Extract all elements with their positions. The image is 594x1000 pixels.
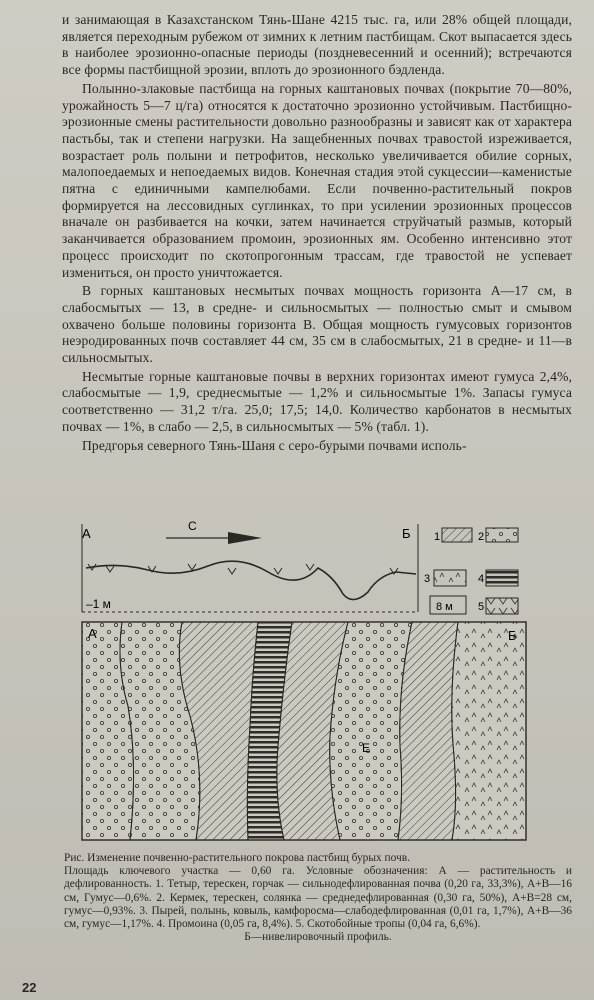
- svg-text:2: 2: [478, 531, 485, 543]
- map-inner-label: Е: [362, 741, 371, 755]
- profile-line: [86, 561, 416, 599]
- paragraph-1: и занимающая в Казахстанском Тянь-Шане 4215 тыс. га, или 28% общей площади, является переходным рубежом от зимних к летним пастбищам. Скот выпасается здесь в наиболее эрозионно-опасные периоды (поздневесенний и осенний); встречаются все формы пастбищной эрозии, вплоть до эрозионного бэдленда.: [62, 12, 572, 78]
- svg-text:1: 1: [434, 531, 441, 543]
- svg-text:3: 3: [424, 573, 431, 585]
- vegetation-map: [82, 622, 526, 840]
- hatch-pattern-icon: [442, 528, 472, 542]
- scale-bar: [430, 596, 466, 614]
- legend-item-4: [478, 570, 518, 586]
- horizontal-stripes-pattern-icon: [486, 570, 518, 586]
- legend-item-3: [424, 570, 466, 586]
- paragraph-2: Полынно-злаковые пастбища на горных каштановых почвах (покрытие 70—80%, урожайность 5—7 ц/га) относятся к достаточно эрозионно устойчивым. Пастбищно-эрозионные смены растительности довольно разнообразны и зависят как от характера пастьбы, так и степени нагрузки. На защебненных почвах травостой изреживается, возрастает роль полыни и петрофитов, несколько увеличивается обилие сорных, малопоедаемых и непоедаемых видов. Конечная стадия этой сукцессии—каменистые пятна с единичными кампелюбами. Если почвенно-растительный покров формируется на лессовидных суглинках, то при усилении эрозионных процессов вначале он разбивается на кочки, затем начинается струйчатый размыв, который заканчивается образованием промоин, эрозионных ям. Особенно интенсивно этот процесс происходит по скотопрогонным трассам, где травостой не успевает измениться, он просто уничтожается.: [62, 80, 572, 280]
- map-label-right: Б: [508, 628, 517, 643]
- profile-label-right: Б: [402, 526, 411, 541]
- paragraph-3: В горных каштановых несмытых почвах мощность горизонта А—17 см, в слабосмытых — 13, в средне- и сильносмытых — полностью смыт и смывом охвачено больше половины горизонта В. Общая мощность гумусовых горизонтов неэродированных почв составляет 44 см, 35 см в слабосмытых, 21 в средне- и 11—в сильносмытых.: [62, 283, 572, 366]
- paragraph-5: Предгорья северного Тянь-Шаня с серо-бурыми почвами исполь-: [82, 437, 467, 453]
- figure-drawing: [78, 516, 530, 846]
- caption-last-line: Б—нивелировочный профиль.: [244, 931, 392, 944]
- paragraph-4: Несмытые горные каштановые почвы в верхних горизонтах имеют гумуса 2,4%, слабосмытые — 1,9, среднесмытые — 1,2% и сильносмытые 1%. Запасы гумуса соответственно — 31,2 т/га. 25,0; 17,5; 14,0. Количество карбонатов в несмытых почвах — 1%, в слабо — 2,5, в сильносмытых — 5% (табл. 1).: [62, 368, 572, 434]
- profile-label-left: А: [82, 526, 91, 541]
- svg-text:4: 4: [478, 573, 485, 585]
- slope-label: С: [188, 519, 197, 533]
- body-text: [62, 12, 572, 454]
- direction-arrow-icon: [228, 532, 262, 544]
- figure-caption: [64, 852, 572, 944]
- legend-item-2: [478, 528, 518, 543]
- depth-label: –1 м: [86, 597, 111, 611]
- legend: [424, 528, 518, 614]
- caption-title: Рис. Изменение почвенно-растительного покрова пастбищ бурых почв.: [64, 852, 410, 864]
- svg-text:5: 5: [478, 601, 485, 613]
- page-number: 22: [22, 980, 37, 995]
- trail-pattern-icon: [486, 598, 518, 614]
- caption-body: Площадь ключевого участка — 0,60 га. Условные обозначения: А — растительность и дефлированность. 1. Тетыр, терескен, горчак — сильнодефлированная почва (0,20 га, 33,3%), А+В—16 см, Гумус—0,6%. 2. Кермек, терескен, солянка — среднедефлированная (0,30 га, 50%), А+В=28 см, гумус—0,93%. 3. Пырей, полынь, ковыль, камфоросма—слабодефлированная (0,01 га, 1,7%), А+В—36 см, гумус—1,17%. 4. Промоина (0,05 га, 8,4%). 5. Скотобойные тропы (0,04 га, 6,6%).: [64, 865, 572, 931]
- dotted-pattern-icon: [486, 528, 518, 542]
- scale-label: 8 м: [436, 601, 453, 613]
- map-label-left: А: [88, 626, 97, 641]
- legend-item-1: [434, 528, 472, 543]
- figure: [78, 516, 530, 846]
- elevation-profile: [82, 519, 418, 612]
- legend-item-5: [478, 598, 518, 614]
- sparse-vegetation-pattern-icon: [434, 570, 466, 586]
